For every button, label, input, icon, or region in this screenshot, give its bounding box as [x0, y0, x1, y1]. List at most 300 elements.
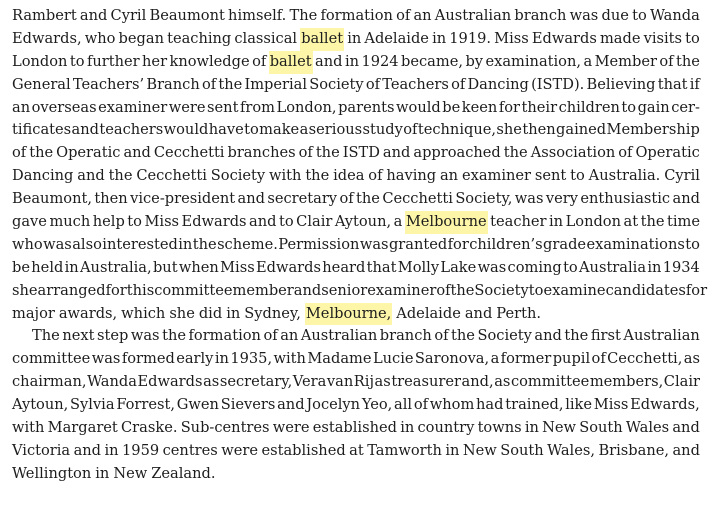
word: examinations: [586, 235, 685, 253]
word: 1919.: [449, 29, 492, 47]
word: had: [476, 396, 504, 414]
word: Believing: [586, 75, 656, 93]
word: the: [676, 52, 700, 70]
word: examiner: [367, 281, 437, 299]
word: for: [685, 281, 708, 299]
word: a: [583, 52, 593, 70]
word: formed: [121, 350, 175, 368]
word: country: [417, 419, 475, 437]
word: teaching: [167, 29, 232, 47]
word: heard: [322, 258, 366, 276]
highlighted-word: ballet: [300, 28, 344, 51]
word: Miss: [494, 29, 529, 47]
word: Branch: [146, 75, 200, 93]
word: Edwards,: [12, 29, 82, 47]
word: but: [152, 258, 178, 276]
word: members,: [589, 373, 664, 391]
word: overseas: [31, 98, 97, 116]
word: former: [500, 350, 552, 368]
word: granted: [388, 235, 448, 253]
text-line: [12, 257, 700, 280]
word: and: [77, 167, 105, 185]
word: and,: [461, 373, 494, 391]
word: sent: [207, 98, 239, 116]
text-line: [12, 234, 700, 257]
word: this: [126, 281, 155, 299]
word: coming: [507, 258, 562, 276]
word: senior: [321, 281, 368, 299]
word: from: [239, 98, 275, 116]
word: Cecchetti: [382, 190, 453, 208]
word: children’s: [469, 235, 543, 253]
word: classical: [234, 29, 298, 47]
word: study: [362, 121, 403, 139]
word: the: [192, 235, 217, 253]
word: Craske.: [121, 419, 178, 437]
word: Imperial: [244, 75, 308, 93]
word: step: [96, 327, 129, 345]
word: and: [249, 213, 277, 231]
word: New: [113, 464, 148, 482]
word: as: [374, 373, 391, 391]
word: to: [244, 121, 259, 139]
word: Permission: [278, 235, 360, 253]
word: did: [198, 304, 223, 322]
word: ISTD: [342, 144, 380, 162]
word: examiner: [98, 98, 168, 116]
word: Jocelyn: [306, 396, 361, 414]
word: serious: [308, 121, 363, 139]
word: Australian: [434, 7, 512, 24]
word: Aytoun,: [334, 213, 392, 231]
word: be: [12, 258, 30, 276]
highlighted-word: ballet: [269, 51, 313, 74]
word: were: [272, 419, 310, 437]
word: Edwards,: [630, 396, 700, 414]
word: gave: [12, 213, 47, 231]
word: an: [12, 98, 31, 116]
word: and: [237, 190, 265, 208]
word: and: [123, 144, 151, 162]
word: Beaumont,: [12, 190, 92, 208]
word: the: [108, 167, 133, 185]
word: trained,: [505, 396, 564, 414]
word: approached: [413, 144, 501, 162]
word: Edwards: [531, 29, 597, 47]
word: of: [339, 190, 354, 208]
word: South: [500, 441, 544, 459]
word: cer-: [671, 98, 700, 116]
word: enthusiastic: [580, 190, 671, 208]
word: Adelaide: [396, 304, 461, 322]
word: branches: [227, 144, 296, 162]
text-line: [12, 5, 700, 28]
word: with: [12, 419, 45, 437]
word: further: [86, 52, 140, 70]
word: in: [95, 464, 110, 482]
word: towns: [477, 419, 522, 437]
word: and: [71, 121, 99, 139]
word: in: [445, 441, 460, 459]
word: of: [413, 396, 429, 414]
word: Society: [309, 75, 364, 93]
word: technique,: [417, 121, 497, 139]
text-line: [12, 394, 700, 417]
word: Australia,: [80, 258, 152, 276]
text-line: [12, 325, 700, 348]
word: Miss: [593, 396, 629, 414]
word: Australian: [623, 327, 700, 345]
word: held: [31, 258, 64, 276]
word: Aytoun,: [12, 396, 69, 414]
word: teacher: [490, 213, 547, 231]
word: Perth.: [496, 304, 541, 322]
word: gained: [556, 121, 607, 139]
word: all: [394, 396, 413, 414]
word: was: [130, 327, 160, 345]
word: Member: [594, 52, 657, 70]
word: formation: [320, 7, 393, 24]
word: in: [400, 419, 415, 437]
word: Cyril: [664, 167, 700, 185]
word: the: [162, 327, 186, 345]
word: established: [261, 441, 346, 459]
word: keen: [461, 98, 498, 116]
text-line: [12, 142, 700, 165]
word: of: [451, 75, 466, 93]
word: as: [494, 373, 511, 391]
word: a: [393, 213, 403, 231]
word: examination,: [485, 52, 581, 70]
word: was: [43, 235, 72, 253]
word: Zealand.: [151, 464, 216, 482]
text-line: [12, 165, 700, 188]
word: and: [382, 144, 411, 162]
word: New: [542, 419, 577, 437]
word: van: [326, 373, 354, 391]
word: the: [450, 281, 475, 299]
word: of: [591, 350, 606, 368]
word: a: [490, 350, 500, 368]
word: 1934: [662, 258, 700, 276]
word: secretary: [267, 190, 338, 208]
word: member: [232, 281, 294, 299]
word: Rambert: [12, 7, 77, 24]
word: Clair: [296, 213, 333, 231]
word: were: [221, 441, 258, 459]
word: and: [464, 304, 493, 322]
word: branch: [514, 7, 567, 24]
word: of: [368, 167, 383, 185]
word: vice-president: [130, 190, 236, 208]
word: Miss: [220, 258, 255, 276]
word: Forrest,: [116, 396, 176, 414]
word: to: [632, 7, 647, 24]
word: examine: [543, 281, 606, 299]
word: in: [104, 441, 119, 459]
word: a: [299, 121, 309, 139]
word: idea: [333, 167, 365, 185]
word: having: [386, 167, 437, 185]
word: parents: [338, 98, 395, 116]
word: whom: [429, 396, 475, 414]
word: of: [659, 52, 674, 70]
word: early: [176, 350, 214, 368]
word: in: [214, 350, 229, 368]
word: at: [349, 441, 364, 459]
word: and: [73, 441, 102, 459]
word: would: [396, 98, 441, 116]
word: by: [465, 52, 484, 70]
word: treasurer: [391, 373, 461, 391]
word: to: [279, 213, 294, 231]
word: were: [168, 98, 206, 116]
text-line: [12, 440, 700, 463]
word: and: [315, 52, 343, 70]
word: 1935,: [230, 350, 273, 368]
word: Yeo,: [361, 396, 393, 414]
word: who: [12, 235, 43, 253]
word: Wellington: [12, 464, 92, 482]
word: time: [666, 213, 700, 231]
word: Rij: [353, 373, 374, 391]
word: when: [178, 258, 219, 276]
word: General: [12, 75, 71, 93]
text-line: [12, 211, 700, 234]
word: of: [436, 281, 451, 299]
word: tificates: [12, 121, 72, 139]
word: Molly: [397, 258, 440, 276]
word: very: [545, 190, 578, 208]
word: Tamworth: [367, 441, 442, 459]
word: formation: [188, 327, 261, 345]
word: pupil: [552, 350, 591, 368]
word: be: [442, 98, 461, 116]
word: in: [524, 419, 539, 437]
word: Wales: [625, 419, 670, 437]
word: of: [403, 121, 418, 139]
word: committee: [12, 350, 91, 368]
word: Australia.: [588, 167, 661, 185]
word: committee: [154, 281, 233, 299]
word: who: [84, 29, 116, 47]
word: Victoria: [12, 441, 71, 459]
word: at: [623, 213, 639, 231]
word: in: [432, 29, 447, 47]
word: of: [12, 144, 27, 162]
word: New: [462, 441, 497, 459]
word: Teachers’: [72, 75, 145, 93]
word: 1924: [361, 52, 399, 70]
word: chairman,: [12, 373, 87, 391]
word: teachers: [99, 121, 164, 139]
word: centres: [162, 441, 218, 459]
word: Wales,: [547, 441, 595, 459]
word: and: [277, 396, 305, 414]
word: The: [289, 7, 318, 24]
word: Edwards: [255, 258, 321, 276]
word: and: [672, 441, 700, 459]
word: Teachers: [382, 75, 449, 93]
highlighted-word: Melbourne,: [305, 303, 392, 326]
text-line: [12, 97, 700, 120]
highlighted-word: Melbourne: [405, 211, 488, 234]
word: with: [269, 167, 302, 185]
word: Adelaide: [364, 29, 429, 47]
word: himself.: [228, 7, 287, 24]
word: Vera: [292, 373, 327, 391]
text-line: [12, 119, 700, 142]
text-line: [12, 280, 708, 303]
word: London: [565, 213, 621, 231]
word: next: [62, 327, 95, 345]
word: Edwards: [137, 373, 203, 391]
word: in: [549, 213, 564, 231]
word: of: [396, 7, 411, 24]
word: was: [477, 258, 507, 276]
word: of: [365, 75, 381, 93]
word: Miss: [144, 213, 180, 231]
word: then: [522, 121, 556, 139]
word: established: [312, 419, 397, 437]
word: for: [105, 281, 127, 299]
word: and: [672, 419, 700, 437]
word: as: [203, 373, 220, 391]
word: made: [599, 29, 641, 47]
word: awards,: [58, 304, 118, 322]
word: her: [142, 52, 168, 70]
word: London: [12, 52, 68, 70]
word: Society,: [455, 190, 513, 208]
word: Edwards: [181, 213, 247, 231]
word: in: [64, 258, 79, 276]
word: the: [356, 190, 380, 208]
word: of: [263, 327, 278, 345]
word: with: [273, 350, 306, 368]
word: to: [685, 29, 700, 47]
word: (ISTD).: [531, 75, 585, 93]
text-line: [12, 303, 700, 326]
word: children: [558, 98, 620, 116]
word: knowledge: [169, 52, 250, 70]
word: make: [259, 121, 300, 139]
word: the: [451, 327, 475, 345]
word: to: [570, 167, 585, 185]
word: was: [569, 7, 599, 24]
word: gain: [637, 98, 670, 116]
word: Lake: [440, 258, 477, 276]
word: Society: [474, 281, 529, 299]
word: Membership: [606, 121, 700, 139]
word: Wanda: [649, 7, 700, 24]
text-line: [12, 371, 700, 394]
word: she: [12, 281, 38, 299]
word: Cecchetti: [136, 167, 207, 185]
word: of: [201, 75, 217, 93]
word: in: [178, 235, 193, 253]
word: Society: [210, 167, 266, 185]
word: Dancing: [467, 75, 529, 93]
word: the: [305, 167, 330, 185]
word: if: [689, 75, 700, 93]
word: of: [252, 52, 267, 70]
word: to: [127, 213, 142, 231]
word: due: [601, 7, 629, 24]
word: sent: [534, 167, 567, 185]
word: for: [447, 235, 469, 253]
word: she: [496, 121, 522, 139]
word: for: [498, 98, 520, 116]
word: and: [534, 327, 562, 345]
word: Clair: [663, 373, 700, 391]
word: examiner: [461, 167, 532, 185]
word: which: [121, 304, 166, 322]
word: much: [49, 213, 91, 231]
word: help: [92, 213, 125, 231]
word: as: [683, 350, 700, 368]
word: grade: [543, 235, 587, 253]
word: interested: [102, 235, 178, 253]
word: would: [163, 121, 209, 139]
word: an: [280, 327, 299, 345]
word: to: [528, 281, 544, 299]
word: Operatic: [635, 144, 700, 162]
word: an: [439, 167, 459, 185]
word: an: [413, 7, 432, 24]
word: Saronova,: [414, 350, 490, 368]
word: began: [118, 29, 164, 47]
word: became,: [401, 52, 463, 70]
word: was: [514, 190, 544, 208]
word: in: [347, 29, 362, 47]
word: in: [647, 258, 662, 276]
word: branch: [379, 327, 432, 345]
word: the: [503, 144, 528, 162]
word: Sylvia: [70, 396, 115, 414]
word: candidates: [605, 281, 686, 299]
word: Madame: [307, 350, 372, 368]
word: to: [563, 258, 578, 276]
word: Lucie: [372, 350, 414, 368]
word: South: [579, 419, 623, 437]
word: the: [29, 144, 54, 162]
word: Dancing: [12, 167, 74, 185]
word: of: [298, 144, 313, 162]
word: and: [672, 190, 700, 208]
body-text: [12, 5, 708, 486]
word: 1959: [122, 441, 160, 459]
word: and: [293, 281, 322, 299]
word: to: [621, 98, 637, 116]
word: Operatic: [56, 144, 121, 162]
word: Wanda: [87, 373, 137, 391]
word: was: [91, 350, 121, 368]
word: their: [521, 98, 558, 116]
word: to: [685, 235, 700, 253]
word: then: [94, 190, 128, 208]
word: also: [72, 235, 102, 253]
word: Margaret: [47, 419, 118, 437]
word: Australia: [579, 258, 647, 276]
word: visits: [643, 29, 683, 47]
text-line: [12, 417, 700, 440]
word: Cecchetti: [153, 144, 225, 162]
word: she: [169, 304, 195, 322]
word: committee: [510, 373, 590, 391]
word: and: [79, 7, 108, 24]
text-line: [12, 74, 700, 97]
word: Brisbane,: [598, 441, 670, 459]
